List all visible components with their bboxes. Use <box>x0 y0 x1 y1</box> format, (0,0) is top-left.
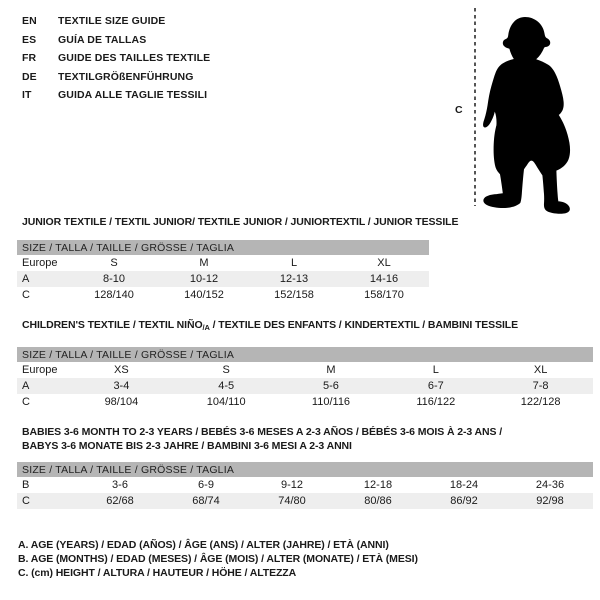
title-part: / TEXTILE DES ENFANTS / KINDERTEXTIL / BAMBINI TESSILE <box>209 319 519 331</box>
cell: 140/152 <box>184 289 224 301</box>
height-measure-label: C <box>455 104 463 116</box>
cell: 7-8 <box>532 380 549 392</box>
language-title: TEXTILGRÖßENFÜHRUNG <box>58 70 194 83</box>
language-row-de <box>22 68 210 87</box>
cell: XL <box>377 257 391 269</box>
cell: XL <box>533 364 548 376</box>
cell: 116/122 <box>416 396 456 408</box>
table-row <box>17 362 593 378</box>
cell: 9-12 <box>280 479 304 491</box>
cell: 10-12 <box>189 273 219 285</box>
size-header-band: SIZE / TALLA / TAILLE / GRÖSSE / TAGLIA <box>17 462 593 477</box>
cell: 74/80 <box>278 495 306 507</box>
cell: M <box>199 257 209 269</box>
language-row-it <box>22 86 210 105</box>
cell: 24-36 <box>535 479 565 491</box>
table-row <box>17 255 429 271</box>
title-subscript: /A <box>202 323 210 332</box>
language-code: DE <box>22 70 37 83</box>
table-row <box>17 394 593 410</box>
cell: L <box>290 257 298 269</box>
row-label: C <box>22 289 30 301</box>
cell: 12-18 <box>363 479 393 491</box>
language-title: GUIDA ALLE TAGLIE TESSILI <box>58 89 208 102</box>
footnote-b: B. AGE (MONTHS) / EDAD (MESES) / ÂGE (MOIS) / ALTER (MONATE) / ETÀ (MESI) <box>18 553 418 566</box>
cell: 62/68 <box>106 495 134 507</box>
cell: 110/116 <box>311 396 351 408</box>
cell: 5-6 <box>323 380 339 392</box>
cell: S <box>110 257 118 269</box>
row-label: C <box>22 396 30 408</box>
cell: 122/128 <box>520 396 561 408</box>
cell: 6-9 <box>198 479 214 491</box>
table-row <box>17 271 429 287</box>
cell: 80/86 <box>364 495 392 507</box>
cell: 86/92 <box>450 495 478 507</box>
cell: L <box>432 364 439 376</box>
language-title: GUÍA DE TALLAS <box>58 33 147 46</box>
cell: 68/74 <box>192 495 220 507</box>
cell: M <box>326 364 336 376</box>
size-header-band: SIZE / TALLA / TAILLE / GRÖSSE / TAGLIA <box>17 347 593 362</box>
language-title-list <box>22 12 210 105</box>
language-code: FR <box>22 52 37 65</box>
table-row <box>17 287 429 303</box>
cell: 14-16 <box>369 273 399 285</box>
row-label: Europe <box>22 257 58 269</box>
language-row-en <box>22 12 210 31</box>
language-code: EN <box>22 15 37 27</box>
cell: 128/140 <box>94 289 134 301</box>
row-label: Europe <box>22 364 58 376</box>
language-title: GUIDE DES TAILLES TEXTILE <box>58 52 211 65</box>
language-code: ES <box>22 33 37 46</box>
toddler-silhouette-image <box>480 6 580 216</box>
cell: 8-10 <box>102 273 126 285</box>
children-size-table <box>17 347 593 410</box>
height-dashed-line <box>474 8 476 206</box>
table-row <box>17 378 593 394</box>
babies-section-title <box>22 425 593 453</box>
junior-section <box>17 216 459 303</box>
cell: 158/170 <box>364 289 404 301</box>
title-line-2: BABYS 3-6 MONATE BIS 2-3 JAHRE / BAMBINI 3-6 MESI A 2-3 ANNI <box>22 440 352 452</box>
cell: 92/98 <box>536 495 564 507</box>
junior-size-table <box>17 240 429 303</box>
cell: 152/158 <box>274 289 314 301</box>
row-label: C <box>22 495 30 507</box>
size-header-band: SIZE / TALLA / TAILLE / GRÖSSE / TAGLIA <box>17 240 429 255</box>
cell: 18-24 <box>449 479 479 491</box>
cell: 4-5 <box>218 380 235 392</box>
table-row <box>17 493 593 509</box>
language-title: TEXTILE SIZE GUIDE <box>58 15 166 27</box>
babies-section <box>17 425 593 509</box>
cell: 98/104 <box>104 396 139 408</box>
title-line-1: BABIES 3-6 MONTH TO 2-3 YEARS / BEBÉS 3-6 MESES A 2-3 AÑOS / BÉBÉS 3-6 MOIS À 2-3 ANS / <box>22 426 503 438</box>
children-section <box>17 319 593 410</box>
table-row <box>17 477 593 493</box>
language-row-fr <box>22 49 210 68</box>
cell: 3-6 <box>112 479 128 491</box>
cell: 12-13 <box>279 273 309 285</box>
cell: 104/110 <box>206 396 246 408</box>
language-code: IT <box>22 89 32 102</box>
children-section-title <box>22 319 593 334</box>
junior-section-title: JUNIOR TEXTILE / TEXTIL JUNIOR/ TEXTILE JUNIOR / JUNIORTEXTIL / JUNIOR TESSILE <box>22 216 459 228</box>
footnote-c: C. (cm) HEIGHT / ALTURA / HAUTEUR / HÖHE / ALTEZZA <box>18 567 297 580</box>
title-part: CHILDREN'S TEXTILE / TEXTIL NIÑO <box>22 319 203 331</box>
footnote-legend <box>18 538 418 581</box>
row-label: A <box>22 273 30 285</box>
babies-size-table <box>17 462 593 509</box>
cell: 3-4 <box>113 380 130 392</box>
row-label: B <box>22 479 30 491</box>
language-row-es <box>22 31 210 50</box>
cell: XS <box>114 364 129 376</box>
footnote-a: A. AGE (YEARS) / EDAD (AÑOS) / ÂGE (ANS) / ALTER (JAHRE) / ETÀ (ANNI) <box>18 539 389 551</box>
cell: 6-7 <box>427 380 444 392</box>
cell: S <box>222 364 230 376</box>
row-label: A <box>22 380 30 392</box>
